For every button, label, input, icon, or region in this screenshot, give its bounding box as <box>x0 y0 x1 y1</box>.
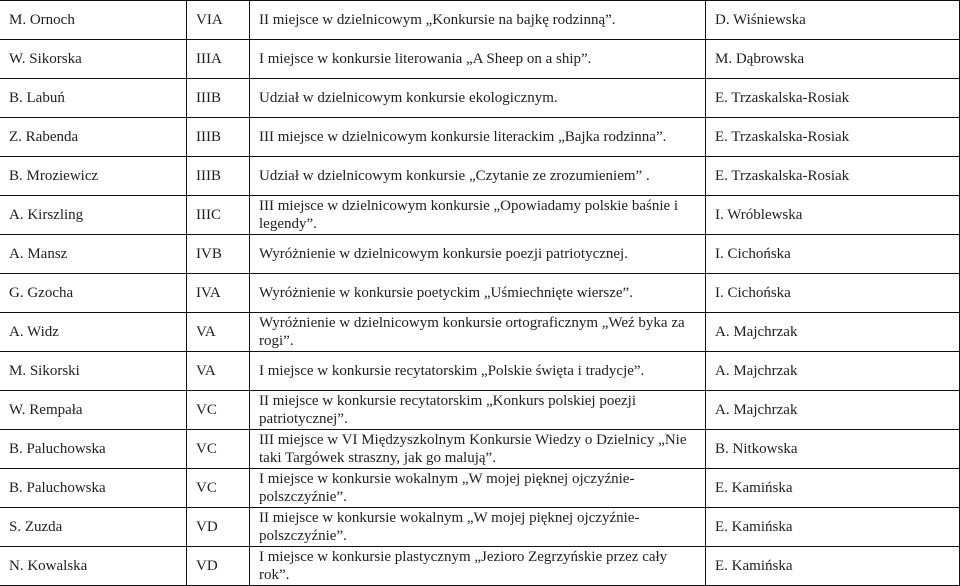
student-cell: Z. Rabenda <box>0 118 187 157</box>
class-cell: IIIB <box>187 79 250 118</box>
achievement-cell: III miejsce w dzielnicowym konkursie literackim „Bajka rodzinna”. <box>250 118 706 157</box>
class-cell: IVA <box>187 274 250 313</box>
table-row <box>0 196 960 235</box>
student-cell: B. Labuń <box>0 79 187 118</box>
class-cell: IVB <box>187 235 250 274</box>
table-row <box>0 40 960 79</box>
student-cell: B. Mroziewicz <box>0 157 187 196</box>
class-cell: VC <box>187 391 250 430</box>
teacher-cell: D. Wiśniewska <box>706 1 960 40</box>
teacher-cell: I. Cichońska <box>706 235 960 274</box>
table-row <box>0 313 960 352</box>
class-cell: VC <box>187 469 250 508</box>
achievement-cell: II miejsce w konkursie recytatorskim „Konkurs polskiej poezji patriotycznej”. <box>250 391 706 430</box>
table-row <box>0 118 960 157</box>
student-cell: M. Ornoch <box>0 1 187 40</box>
class-cell: IIIA <box>187 40 250 79</box>
table-row <box>0 430 960 469</box>
table-row <box>0 469 960 508</box>
student-cell: B. Paluchowska <box>0 430 187 469</box>
student-cell: N. Kowalska <box>0 547 187 586</box>
teacher-cell: I. Wróblewska <box>706 196 960 235</box>
achievement-cell: Wyróżnienie w konkursie poetyckim „Uśmiechnięte wiersze”. <box>250 274 706 313</box>
class-cell: VA <box>187 313 250 352</box>
teacher-cell: E. Kamińska <box>706 508 960 547</box>
teacher-cell: B. Nitkowska <box>706 430 960 469</box>
student-cell: B. Paluchowska <box>0 469 187 508</box>
class-cell: VD <box>187 508 250 547</box>
achievement-cell: Wyróżnienie w dzielnicowym konkursie ortograficznym „Weź byka za rogi”. <box>250 313 706 352</box>
achievement-cell: II miejsce w konkursie wokalnym „W mojej pięknej ojczyźnie-polszczyźnie”. <box>250 508 706 547</box>
table-row <box>0 274 960 313</box>
achievement-cell: III miejsce w VI Międzyszkolnym Konkursie Wiedzy o Dzielnicy „Nie taki Targówek straszny, jak go malują”. <box>250 430 706 469</box>
student-cell: G. Gzocha <box>0 274 187 313</box>
teacher-cell: A. Majchrzak <box>706 352 960 391</box>
achievement-cell: I miejsce w konkursie wokalnym „W mojej pięknej ojczyźnie-polszczyźnie”. <box>250 469 706 508</box>
class-cell: VD <box>187 547 250 586</box>
achievement-cell: Wyróżnienie w dzielnicowym konkursie poezji patriotycznej. <box>250 235 706 274</box>
class-cell: IIIB <box>187 118 250 157</box>
class-cell: IIIC <box>187 196 250 235</box>
achievement-cell: I miejsce w konkursie plastycznym „Jezioro Zegrzyńskie przez cały rok”. <box>250 547 706 586</box>
table-row <box>0 157 960 196</box>
student-cell: W. Rempała <box>0 391 187 430</box>
teacher-cell: I. Cichońska <box>706 274 960 313</box>
class-cell: VIA <box>187 1 250 40</box>
table-row <box>0 79 960 118</box>
table-row <box>0 235 960 274</box>
achievement-cell: I miejsce w konkursie recytatorskim „Polskie święta i tradycje”. <box>250 352 706 391</box>
achievement-cell: Udział w dzielnicowym konkursie ekologicznym. <box>250 79 706 118</box>
teacher-cell: E. Kamińska <box>706 469 960 508</box>
teacher-cell: E. Kamińska <box>706 547 960 586</box>
table-row <box>0 352 960 391</box>
student-cell: W. Sikorska <box>0 40 187 79</box>
achievement-cell: Udział w dzielnicowym konkursie „Czytanie ze zrozumieniem” . <box>250 157 706 196</box>
class-cell: VA <box>187 352 250 391</box>
table-row <box>0 391 960 430</box>
achievement-cell: II miejsce w dzielnicowym „Konkursie na bajkę rodzinną”. <box>250 1 706 40</box>
teacher-cell: E. Trzaskalska-Rosiak <box>706 118 960 157</box>
student-cell: A. Kirszling <box>0 196 187 235</box>
class-cell: IIIB <box>187 157 250 196</box>
table-row <box>0 508 960 547</box>
teacher-cell: E. Trzaskalska-Rosiak <box>706 157 960 196</box>
teacher-cell: A. Majchrzak <box>706 313 960 352</box>
teacher-cell: E. Trzaskalska-Rosiak <box>706 79 960 118</box>
teacher-cell: A. Majchrzak <box>706 391 960 430</box>
student-cell: A. Mansz <box>0 235 187 274</box>
student-cell: M. Sikorski <box>0 352 187 391</box>
student-cell: S. Zuzda <box>0 508 187 547</box>
achievement-cell: III miejsce w dzielnicowym konkursie „Opowiadamy polskie baśnie i legendy”. <box>250 196 706 235</box>
class-cell: VC <box>187 430 250 469</box>
table-row <box>0 547 960 586</box>
achievement-cell: I miejsce w konkursie literowania „A Sheep on a ship”. <box>250 40 706 79</box>
table-row <box>0 1 960 40</box>
student-cell: A. Widz <box>0 313 187 352</box>
teacher-cell: M. Dąbrowska <box>706 40 960 79</box>
